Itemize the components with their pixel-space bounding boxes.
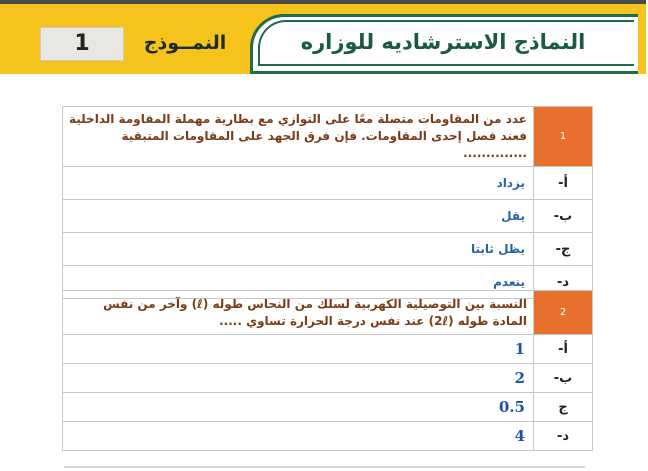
option-row[interactable]	[63, 393, 593, 422]
option-answer[interactable]: يزداد	[63, 167, 534, 200]
option-letter: أ-	[534, 167, 593, 200]
option-answer[interactable]: 0.5	[63, 393, 534, 422]
question-text: النسبة بين التوصيلية الكهربية لسلك من النحاس طوله (ℓ) وآخر من نفس المادة طوله (2ℓ) عند نفس درجة الحرارة تساوي .....	[63, 291, 534, 335]
option-row[interactable]	[63, 200, 593, 233]
option-row[interactable]	[63, 167, 593, 200]
option-letter: د-	[534, 266, 593, 299]
question-table-2	[62, 290, 593, 451]
option-letter: د-	[534, 422, 593, 451]
option-letter: ب-	[534, 200, 593, 233]
option-answer[interactable]: ينعدم	[63, 266, 534, 299]
option-row[interactable]	[63, 335, 593, 364]
question-number-badge: 1	[534, 107, 593, 167]
page-title: النماذج الاسترشاديه للوزاره	[300, 30, 586, 54]
option-row[interactable]	[63, 233, 593, 266]
question-row	[63, 107, 593, 167]
option-answer[interactable]: 1	[63, 335, 534, 364]
question-table-1	[62, 106, 593, 299]
option-answer[interactable]: يقل	[63, 200, 534, 233]
question-number-badge: 2	[534, 291, 593, 335]
option-letter: ج-	[534, 233, 593, 266]
option-letter: أ-	[534, 335, 593, 364]
option-letter: ج	[534, 393, 593, 422]
option-letter: ب-	[534, 364, 593, 393]
option-answer[interactable]: يظل ثابتا	[63, 233, 534, 266]
question-text: عدد من المقاومات متصلة معًا على التوازي مع بطارية مهملة المقاومة الداخلية فعند فصل إحدى المقاومات. فإن فرق الجهد على المقاومات المتبقية ..............	[63, 107, 534, 167]
option-row[interactable]	[63, 364, 593, 393]
model-label: النمــوذج	[143, 32, 227, 54]
option-answer[interactable]: 4	[63, 422, 534, 451]
model-number-box: 1	[40, 27, 124, 61]
question-row	[63, 291, 593, 335]
option-answer[interactable]: 2	[63, 364, 534, 393]
divider-line	[64, 466, 585, 468]
option-row[interactable]	[63, 422, 593, 451]
